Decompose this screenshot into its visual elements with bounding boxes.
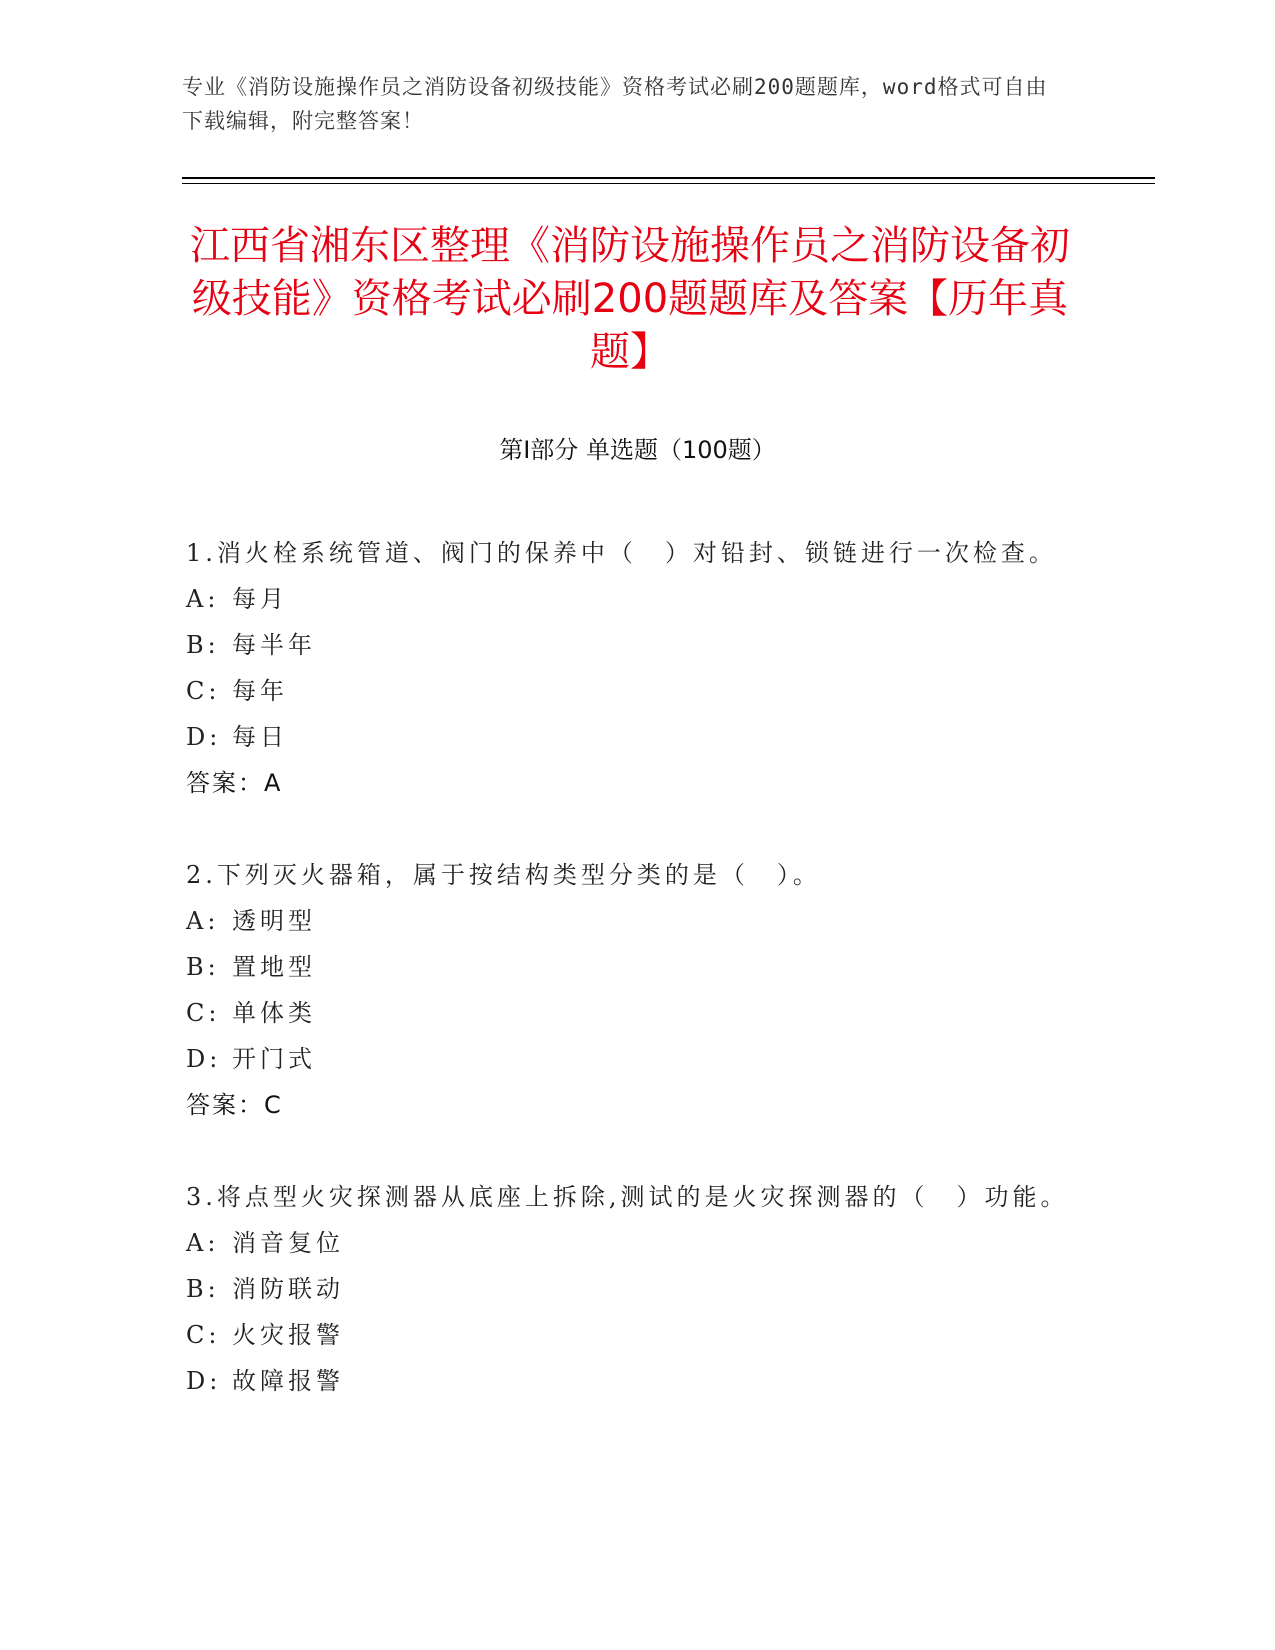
- option-d: [186, 714, 1086, 760]
- option-letter: C:: [186, 1321, 221, 1349]
- option-b: [186, 1266, 1086, 1312]
- option-letter: D:: [186, 1367, 222, 1395]
- section-title: 第Ⅰ部分 单选题（100题）: [499, 436, 776, 464]
- option-letter: A:: [186, 585, 220, 613]
- option-text: 置地型: [232, 953, 316, 981]
- question-stem: 3.将点型火灾探测器从底座上拆除,测试的是火灾探测器的（ ）功能。: [186, 1183, 1069, 1211]
- option-d: [186, 1036, 1086, 1082]
- option-letter: C:: [186, 677, 221, 705]
- header-divider-thin: [182, 183, 1155, 184]
- question-1: [186, 530, 1086, 806]
- option-text: 消音复位: [232, 1229, 344, 1257]
- option-c: [186, 1312, 1086, 1358]
- question-stem: 1.消火栓系统管道、阀门的保养中（ ）对铅封、锁链进行一次检查。: [186, 539, 1057, 567]
- option-text: 单体类: [232, 999, 316, 1027]
- header-note: 专业《消防设施操作员之消防设备初级技能》资格考试必刷200题题库，word格式可自由下载编辑，附完整答案！: [182, 75, 1048, 133]
- question-2: [186, 852, 1086, 1128]
- answer: 答案：A: [186, 769, 283, 797]
- option-text: 透明型: [232, 907, 316, 935]
- option-a: [186, 1220, 1086, 1266]
- option-text: 每半年: [232, 631, 316, 659]
- question-list: [186, 530, 1086, 1450]
- option-text: 消防联动: [232, 1275, 344, 1303]
- option-letter: D:: [186, 1045, 222, 1073]
- answer: 答案：C: [186, 1091, 283, 1119]
- option-d: [186, 1358, 1086, 1404]
- option-letter: A:: [186, 907, 220, 935]
- option-text: 每月: [232, 585, 288, 613]
- option-text: 开门式: [232, 1045, 316, 1073]
- option-text: 每日: [232, 723, 288, 751]
- option-text: 火灾报警: [232, 1321, 344, 1349]
- option-letter: B:: [186, 631, 220, 659]
- option-a: [186, 576, 1086, 622]
- option-text: 每年: [232, 677, 288, 705]
- option-letter: A:: [186, 1229, 220, 1257]
- question-3: [186, 1174, 1086, 1404]
- document-title: 江西省湘东区整理《消防设施操作员之消防设备初级技能》资格考试必刷200题题库及答案【历年真题】: [190, 223, 1070, 375]
- option-letter: B:: [186, 953, 220, 981]
- option-letter: B:: [186, 1275, 220, 1303]
- question-stem: 2.下列灭火器箱，属于按结构类型分类的是（ ）。: [186, 861, 821, 889]
- option-text: 故障报警: [232, 1367, 344, 1395]
- option-b: [186, 622, 1086, 668]
- option-c: [186, 668, 1086, 714]
- option-c: [186, 990, 1086, 1036]
- header-divider-thick: [182, 177, 1155, 179]
- option-letter: C:: [186, 999, 221, 1027]
- option-a: [186, 898, 1086, 944]
- option-letter: D:: [186, 723, 222, 751]
- option-b: [186, 944, 1086, 990]
